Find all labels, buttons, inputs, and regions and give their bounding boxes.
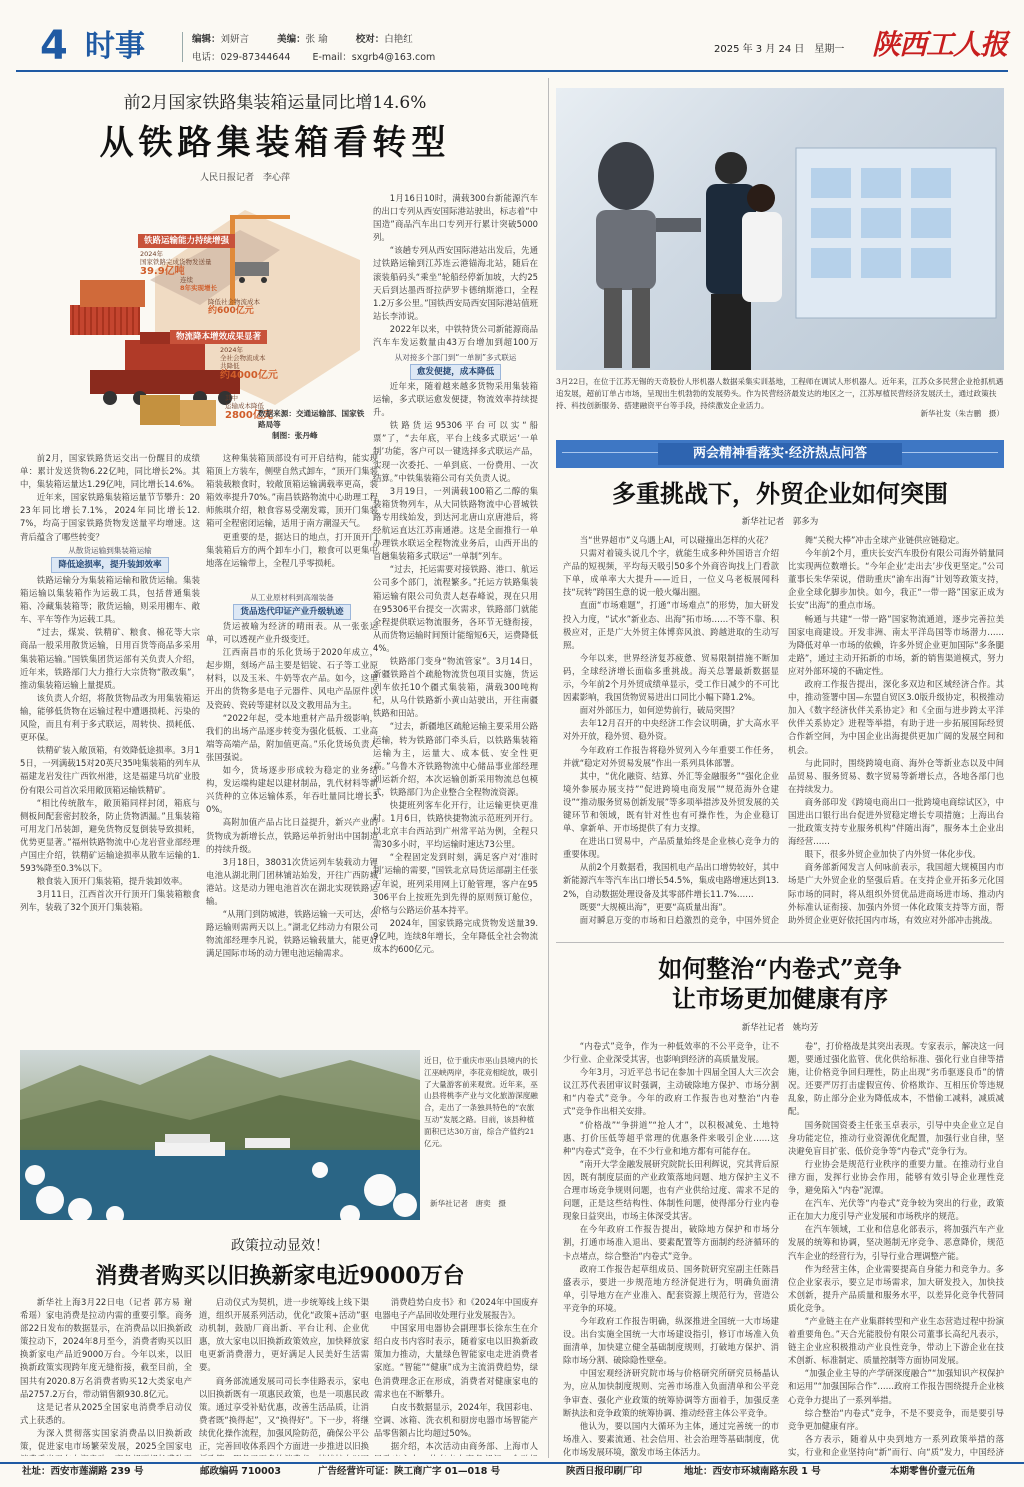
ig-block2: 连续 8年实现增长	[180, 276, 218, 292]
consumer-col2: 启动仪式为契机，进一步统筹线上线下渠道，组织开展系列活动，优化“政策+活动”驱动机制，鼓励厂商出新、平台让利、企业优惠，放大家电以旧换新政策效应，加快释放家电更新消费潜力，更好满足人民美好生活需要。 商务部流通发展司司长李佳路表示，家电以旧换新既有一项惠民政策，也是一项惠民政策。通过享受补贴优惠，改善生活品质，让消费者既“换得起”，又“换得好”。下一步，将继续优化操作流程，加强风险防范，确保公平公正，完善回收体系四个方面进一步推进以旧换	[199, 1297, 369, 1452]
rail-col3-body: 近年来，随着越来越多货物采用集装箱运输，多式联运愈发便捷，物流效率持续提升。 铁路货运95306平台可以实“船票”了，“去年底，平台上线多式联运‘一单制’功能，客户可以一键选择多式联运产品，实现一次委托、一单到底、一份费用、一次结算。”中铁集装箱公司有关负责人说。 3月19日，一列满载100箱乙二醇的集装箱货物列车，从大同铁路物流中心晋城铁路专用线始发，到达河北唐山京唐港后，将经航运直达江苏南通港。这是全面推行一单办理铁水联运全程物流业务后，山西开出的首趟集装箱多式联运“一单制”列车。 “过去，托运需要对接铁路、港口、航运公司多个部门，流程繁多。”托运方铁路集装箱运输有限公司负责人赵春峰说，现在只用在95306平台提交一次需求，铁路部门就能全程提供联运物流服务，各环节无缝衔接，从而货物运输时间预计能缩短6天，运费降低4%。 铁路部门变身“物流管家”。3月14日，新疆铁路首个疏舱物流货包项目实施，货运列车依托10个疆式集装箱，满载300吨枸杞，从乌什铁路新小黄山站驶出，开往南疆铁路和田站。 “过去，新疆地区疏舱运输主要采用公路运输，转为铁路部门牵头后，以铁路集装箱运输为主，运量大、成本低、安全性更高。”乌鲁木齐铁路物流中心储品事业部经理刘运新介绍，本次运输创新采用物流总包模式，铁路部门为企业整合全程物流资源。 快捷班列客车化开行，让运输更快更准时。1月6日，铁路快捷物流示范班列开行。以北京丰台西站到广州常平站为例，全程只需30多小时，平均运输时速达73公里。 “全程固定发到时刻，满足客户对‘准时制’运输的需要，”国铁北京局货运部副主任张万年说，班列采用网上订舱管理，客户在95306平台上按班先到先得的原则预订舱位，价格与公路运价基本持平。 2024年，国家铁路完成货物发送量39.9亿吨，连续8年增长，全年降低全社会物流成本约600亿元。	[373, 381, 538, 955]
rail-subhead-2: 从工业原材料到高端装备 货品迭代印证产业升级轨迹	[206, 592, 378, 620]
involution-headline-2: 让市场更加健康有序	[672, 984, 888, 1013]
banner-text: 两会精神看落实·经济热点问答	[658, 443, 902, 465]
footer-print-address: 地址：西安市环城南路东段 1 号	[684, 1466, 821, 1477]
rail-infographic	[30, 190, 370, 445]
footer-printer: 陕西日报印刷厂印	[566, 1466, 643, 1477]
designer-label: 美编：	[277, 34, 306, 45]
header-rule	[16, 70, 1008, 72]
wushan-credit: 新华社记者 唐奕 摄	[430, 1199, 506, 1208]
wushan-caption: 近日，位于重庆市巫山县境内的长江巫峡两岸，李花竞相绽放，吸引了大量游客前来观赏。近年来，巫山县将桃李产业与文化旅游深度融合，走出了一条独具特色的“农旅互动”发展之路。目前，该县种植面积已达30万亩，综合产值约21亿元。	[424, 1056, 538, 1148]
robot-icon	[596, 142, 701, 368]
robot-credit: 新华社发（朱吉鹏 摄）	[920, 409, 1004, 418]
column-divider	[548, 78, 549, 1458]
consumer-col1: 新华社上海3月22日电（记者 郭方易 谢希瑶）家电消费是拉动内需的重要引擎。商务部22日发布的数据显示，在消费品以旧换新政策拉动下，2024年8月至今，消费者购买以旧换新家电产品近9000万台。今年以来，以旧换新政策实现跨年度无缝衔接，截至目前，全国共有2020.8万名消费者购买12大类家电产品2757.2万台，带动销售额930.8亿元。 这是记者从2025全国家电消费季启动仪式上获悉的。 为深入贯彻落实国家消费品以旧换新政策，促进家电市场繁荣发展，2025全国家电	[20, 1297, 192, 1452]
email: E-mail：sxgrb4@163.com	[312, 52, 436, 63]
footer-address: 社址：西安市莲湖路 239 号	[22, 1466, 144, 1477]
masthead-logo: 陕西工人报	[872, 28, 1008, 61]
infographic-art	[30, 190, 370, 445]
robot-caption: 3月22日，在位于江苏无锡的天奇股份人形机器人数据采集实训基地，工程师在调试人形机器人。近年来，江苏众多民营企业抢抓机遇追发展，超前订单占市场，呈现出生机勃勃的发展势头。作为民营经济最发达的地区之一，江苏厚植民营经济发展沃土，通过政策扶持、科技创新服务、搭建融资平台等手段，持续激发企业活力。	[556, 377, 1004, 410]
page-header	[0, 0, 1024, 70]
rail-col3-top: 1月16日10时，满载300台新能源汽车的出口专列从西安国际港站驶出，标志着“中国造”商品汽车出口专列开行累计突破5000列。 “该趟专列从西安国际港站出发后，先通过铁路运输到江苏连云港锚海北站，随后在滚装船码头“乘坐”轮船经停新加坡，大约25天后到达墨西哥拉萨罗卡德纳斯港口，全程1.2万多公里。”国铁西安局西安国际港站值班站长李沛说。 2022年以来，中铁特货公司新能源商品汽车车发运数量由43万台增加到超100万	[373, 193, 538, 348]
section-divider	[182, 32, 183, 62]
contact-line	[192, 52, 435, 64]
proof-name: 白艳红	[384, 34, 413, 45]
rail-subhead-1: 从散货运输到集装箱运输 降低途损率，提升装卸效率	[20, 545, 200, 573]
footer-license: 广告经营许可证：陕工商广字 01—018 号	[318, 1466, 501, 1477]
page-footer	[0, 1462, 1024, 1484]
rail-headline: 从铁路集装箱看转型	[99, 123, 451, 163]
designer-name: 张 瑜	[305, 34, 328, 45]
engineer-woman-icon	[742, 184, 782, 302]
phone: 电话：029-87344644	[192, 52, 291, 63]
rail-col1-body: 铁路运输分为集装箱运输和散货运输。集装箱运输以集装箱作为运载工具，包括普通集装箱、冷藏集装箱等；散货运输，则采用棚车、敞车、平车等作为运载工具。 “过去，煤炭、铁精矿、粮食、棉花等大宗商品一般采用散货运输，日用百货等商品多采用集装箱运输。”国铁集团货运部有关负责人介绍，近年来，铁路部门大力推行大宗货物“散改集”，推动集装箱运输上量提质。 该负责人介绍，将散货物品改为用集装箱运输，能够低货物在运输过程中遭遇损耗、污染的风险，而且有利于多式联运，周转快、损耗低、更环保。 铁精矿装入敞顶箱，有效降低途损率。3月15日，一列满载15对20英尺35吨集装箱的列车从福建龙岩发往广西钦州港，这是福建马坑矿业股份有限公司首次采用敞顶箱运输铁精矿。 “相比传统散车，敞顶箱同样封闭，箱底与侧板间配套密封胶条，防止货物洒漏。”且集装箱可用龙门吊装卸，避免货物反复倒装导致损耗，优势更显著。”福州铁路物流中心龙岩营业部经理卢国庄介绍，铁精矿运输途损率从散车运输的1.593%降至0.3%以下。 粮食装入顶开门集装箱，提升装卸效率。 3月11日，江西首次开行顶开门集装箱粮食列车，装载了32个顶开门集装箱。	[20, 575, 200, 913]
editor-label: 编辑：	[192, 34, 221, 45]
rail-col1-top: 前2月，国家铁路货运交出一份醒目的成绩单：累计发送货物6.22亿吨，同比增长2%。其中，集装箱运量达1.29亿吨，同比增长14.6%。 近年来，国家铁路集装箱运量节节攀升：2023年同比增长7.1%，2024年同比增长12.7%，均高于国家铁路货物发送量平均增速。这背后蕴含了哪些转变？	[20, 453, 200, 542]
consumer-kicker: 政策拉动显效！	[231, 1238, 329, 1254]
consumer-col3: 消费趋势白皮书》和《2024年中国废弃电器电子产品回收处理行业发展报告》。 中国家用电器协会副理事长徐东生在介绍白皮书内容时表示，随着家电以旧换新政策加力推动，大量绿色智能家电走进消费者家庭。“智能”“健康”成为主流消费趋势，绿色消费理念正在形成，消费者对健康家电的需求也在不断攀升。 白皮书数据显示，2024年，我国彩电、空调、冰箱、洗衣机和厨房电器市场智能产品零售额占比均超过50%。 据介绍，本次活动由商务部、上海市人	[374, 1297, 538, 1452]
two-sessions-banner	[556, 440, 1004, 468]
ig-block4: 2024年 全社会物流成本 共降低 约4000亿元	[220, 346, 278, 381]
involution-headline-1: 如何整治“内卷式”竞争	[658, 954, 902, 983]
involution-col1: “内卷式”竞争，作为一种低效率的不公平竞争，让不少行业、企业深受其害，也影响到经济的高质量发展。 今年3月，习近平总书记在参加十四届全国人大三次会议江苏代表团审议时强调，主动破除地方保护、市场分割和“内卷式”竞争。今年的政府工作报告也对整治“内卷式”竞争作出相关安排。 “价格战”“争拼道”“抢人才”，以积极减免、土地特惠、打价压低等超乎常理的优惠条件来吸引企业……这种“内卷式”竞争，在不少行业和地方都有可能存在。 “南开大学金融发展研究院院长田利辉说，究其背后原因，既有制度层面的产业政策落地问题、地方保护主义不合理市场竞争规则问题，也有产业供给过度、需求不足的问题，正是这些结构性、体制性问题，使得部分行业内卷现象日益突出，市场主体深受其害。 在今年政府工作报告提出，破除地方保护和市场分割，打通市场准入退出、要素配置等方面制约经济循环的卡点堵点，综合整治“内卷式”竞争。 政府工作报告起草组成员、国务院研究室副主任陈昌盛表示，要进一步规范地方经济促进行为，明确负面清单，引导地方在产业准入、配套资源上规范行为，营造公平竞争的环境。 今年政府工作报告明确，纵深推进全国统一大市场建设。出台实施全国统一大市场建设指引，修订市场准入负面清单，加快建立健全基础制度规则，打破地方保护、消除市场分割、破除隐性壁垒。 中国宏观经济研究院市场与价格研究所研究员杨晶认为，应从加快制度规则、完善市场准入负面清单和公平竞争审查、强化产业政策的统筹协调等方面着手，加强反垄断执法和竞争政策的统筹协调、推动经营主体公平竞争。 他认为，要以国内大循环为主体，通过完善统一的市场准入、要素流通、社会信用、社会治理等基础制度，优化市场发展环境，激发市场主体活力。	[563, 1041, 779, 1457]
editor-name: 刘妍言	[220, 34, 250, 45]
robot-photo	[556, 88, 1004, 370]
section-rule	[556, 942, 1004, 943]
rail-subhead-3: 从对接多个部门到“一单制”多式联运 愈发便捷，成本降低	[373, 352, 538, 380]
footer-price: 本期零售价壹元伍角	[890, 1466, 976, 1477]
page-number: 4	[40, 23, 68, 69]
foreign-trade-headline: 多重挑战下，外贸企业如何突围	[612, 479, 948, 508]
wushan-photo-art	[20, 1050, 420, 1220]
foreign-trade-col1: 当“世界超市”义乌遇上AI，可以碰撞出怎样的火花？ 只需对着镜头说几个字，就能生成多种外国语言介绍产品的短视频，平均每天吸引50多个外商咨询找上门看款下单，成单率大大提升——近日，一位义乌老板展闻科技“玩转”跨国生意的说一般火爆出圈。 直面“市场难题”，打通“市场难点”的形势，加大研发投入力度，“试水”新业态、出海”拓市场……不等不靠、积极应对，正是广大外贸主体博弈风浪、跨越进取的生动写照。 今年以来，世界经济复苏疲惫、贸易限制措施不断加码，全球经济增长面临多重挑战。海关总署最新数据显示，今年前2个月外贸成绩单显示，受工作日减少的不可比因素影响，我国货物贸易进出口同比小幅下降1.2%。 面对外部压力，如何逆势前行，破局突围？ 去年12月召开的中央经济工作会议明确，扩大高水平对外开放，稳外贸、稳外资。 今年政府工作报告将稳外贸列入今年重要工作任务，并就“稳定对外贸易发展”作出一系列具体部署。 其中，“优化融资、结算、外汇等金融服务”“强化企业境外参展办展支持”“促进跨境电商发展”“规范海外仓建设”“推动服务贸易创新发展”等多项举措涉及外贸发展的关键环节和领域，既有针对性也有可操作性，为企业稳订单、拿新单、开市场提供了有力支撑。 在进出口贸易中，产品质量始终是企业核心竞争力的重要体现。 从前2个月数据看，我国机电产品出口增势较好，其中新能源汽车等汽车出口增长54.5%，集成电路增速达到13.2%，自动数据处理设备及其零部件增长11.7%…… 既要“大规模出海”，更要“高质量出海”。 面对瞬息万变的市场和日趋激烈的竞争，中国外贸企	[563, 535, 779, 925]
rail-kicker: 前2月国家铁路集装箱运量同比增14.6%	[123, 93, 427, 113]
ig-block5: 其中 运输成本降低 2800亿元	[225, 394, 273, 421]
ig-block1-title: 铁路运输能力持续增强	[138, 234, 235, 248]
footer-zip: 邮政编码 710003	[200, 1466, 281, 1477]
robot-photo-art	[556, 88, 1004, 370]
staff-line	[192, 34, 413, 46]
issue-date: 2025 年 3 月 24 日 星期一	[714, 44, 845, 55]
rail-col2-top: 这种集装箱顶部设有可开启结构，能实现箱顶上方装车，侧壁自然式卸车，“顶开门集装箱装载粮食时，较敞顶箱运输满载率更高，装箱效率提升70%。”南昌铁路物流中心助理工程师熊琪介绍，粮食容易受潮发霉，顶开门集装箱可全程密闭运输，适用于南方潮湿天气。 更重要的是，据达日的地点，打开顶开门集装箱后方的两个卸车小门，粮食可以更集中地落在运输带上，全程几乎零损耗。	[206, 453, 378, 568]
rail-col2-body: 货运被喻为经济的晴雨表。从一张张运单，可以透视产业升级变迁。 江西南昌市的乐化货场于2020年成立，起步期，刻场产品主要是铝锭、石子等工业原材料，以及玉米、牛奶等农产品。如今，这里开出的货物多是电子元器件、风电产品原件以及瓷砖、瓷砖等建材以及文教用品为主。 “2022年起，受本地重材产品升级影响，我们的出场产品逐步转变为强化低板、工业高端等高端产品，附加值更高。”乐化货场负责人张国强说。 如今，货场逐步形成较为稳定的业务结构，发运端构建起以建材制品，乳代材料等新兴货种的立体运输体系，年吞吐量同比增长30%。 高附加值产品占比日益提升，新兴产业的货物成为新增长点，铁路运单折射出中国制造的持续升级。 3月18日，38031次货运列车装载动力锂电池从湖北荆门团林铺站始发，开往广西防城港站。这是动力锂电池首次在湖北实现铁路运输。 “从荆门到防城港，铁路运输一天可达，公路运输则需两天以上。”湖北亿纬动力有限公司物流部经理李凡说，铁路运输载量大，能更好满足国际市场的动力锂电池运输需求。	[206, 621, 378, 959]
involution-byline: 新华社记者 姚均芳	[741, 1023, 819, 1033]
foreign-trade-col2: 舞“关税大棒”冲击全球产业链供应链稳定。 今年前2个月，重庆长安汽车股份有限公司海外销量同比实现两位数增长。“今年企业‘走出去’步伐更坚定。”公司董事长朱华荣说，借助重庆“渝车出海”计划等政策支持，企业全球化脚步加快。如今，我正“一带一路”国家正成为长安“出海”的重点市场。 畅通与共建“一带一路”国家物流通道，逐步完善拉美国家电商建设。开发非洲、南太平洋岛国等市场潜力……为降低对单一市场的依赖，许多外贸企业更加国际“多条腿走路”，通过主动开拓新的市场，新的销售渠道模式，努力应对外部环境的不确定性。 政府工作报告提出，深化多双边和区域经济合作。其中，推动签署中国—东盟自贸区3.0版升级协定，积极推动加入《数字经济伙伴关系协定》和《全面与进步跨太平洋伙伴关系协定》进程等举措，有助于进一步拓展国际经贸合作新空间，为中国企业出海提供更加广阔的发展空间和机会。 与此同时，围绕跨境电商、海外仓等新业态以及中间品贸易、服务贸易、数字贸易等新增长点，各地各部门也在持续发力。 商务部印发《跨境电商出口一批跨境电商综试区》，中国进出口银行出台促进外贸稳定增长专项措施；上海出台一批政策支持专业服务机构“伴随出海”，服务本土企业出海经营…… 眼下，很多外贸企业加快了内外贸一体化步伐。 商务部新闻发言人何咏前表示，我国超大规模国内市场是广大外贸企业的坚强后盾。在支持企业开拓多元化国际市场的同时，将从组织外贸优品进商场进市场、推动内外标准认证衔接、加强内外贸一体化政策支持等方面，帮助外贸企业更好依托国内市场，有效应对外部冲击挑战。	[788, 535, 1004, 925]
proof-label: 校对：	[355, 34, 385, 45]
rail-byline: 人民日报记者 李心萍	[200, 173, 291, 183]
ig-block3: 降低社会物流成本 约600亿元	[208, 298, 260, 316]
involution-col2: 卷”，打价格战是其突出表现。专家表示，解决这一问题，要通过强化监管、优化供给标准、强化行业自律等措施，让价格竞争回归理性，防止出现“劣币驱逐良币”的情况。还要严厉打击虚假宣传、价格欺诈、互相压价等违规乱象，防止部分企业为降低成本，不惜偷工减料，减质减配。 国务院国资委主任张玉卓表示，引导中央企业立足自身功能定位，推动行业资源优化配置，加强行业自律，坚决避免盲目扩张、低价竞争等“内卷式”竞争行为。 行业协会是规范行业秩序的重要力量。在推动行业自律方面，发挥行业协会作用，能够有效引导企业理性竞争，避免陷入“内卷”泥潭。 在汽车、光伏等“内卷式”竞争较为突出的行业，政策正在加大力度引导产业发展和市场秩序的规范。 在汽车领域，工业和信息化部表示，将加强汽车产业发展的统筹和协调，坚决遏制无序竞争、恶意降价，规范汽车企业的经营行为，引导行业合理调整产能。 作为经营主体，企业需要提高自身能力和竞争力。多位企业家表示，要立足市场需求，加大研发投入，加快技术创新，提升产品质量和服务水平，以差异化竞争代替同质化竞争。 “产业链主在产业集群转型和产业生态营造过程中扮演着重要角色。”天合光能股份有限公司董事长高纪凡表示，链主企业应积极推动产业良性竞争，带动上下游企业在技术创新、标准制定、质量控制等方面协同发展。 “加强企业主导的产学研深度融合”“加强知识产权保护和运用”“加强国际合作”……政府工作报告围绕提升企业核心竞争力提出了一系列举措。 综合整治“内卷式”竞争，不是不要竞争，而是要引导竞争更加健康有序。 各方表示，随着从中央到地方一系列政策举措的落实，行业和企业坚持向“新”而行、向“质”发力，中国经济	[788, 1041, 1004, 1457]
consumer-headline: 消费者购买以旧换新家电近9000万台	[95, 1263, 465, 1289]
ig-block4-title: 物流降本增效成果显著	[170, 330, 267, 344]
ig-block1: 2024年 国家铁路完成货物发送量 39.9亿吨	[140, 250, 212, 277]
wushan-photo	[20, 1050, 420, 1220]
ig-source: 数据来源：交通运输部、国家铁路局等 制图：张丹峰	[258, 409, 365, 440]
section-name: 时事	[85, 29, 145, 64]
foreign-trade-byline: 新华社记者 郭多为	[741, 517, 819, 527]
